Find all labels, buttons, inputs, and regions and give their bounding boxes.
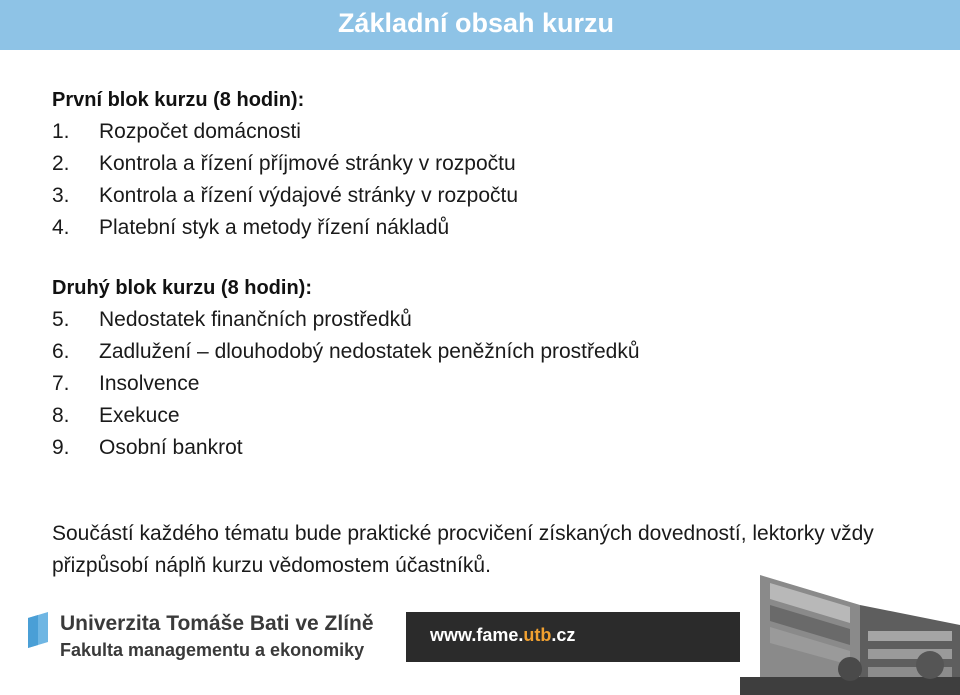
item-number: 6. [52, 340, 70, 363]
item-number: 1. [52, 120, 70, 143]
item-text: Osobní bankrot [99, 436, 243, 459]
block1-list [52, 116, 912, 244]
list-item [52, 368, 912, 400]
block2-heading: Druhý blok kurzu (8 hodin): [52, 277, 312, 299]
item-number: 8. [52, 404, 70, 427]
item-text: Insolvence [99, 372, 200, 395]
url-utb: utb [523, 625, 552, 645]
item-number: 7. [52, 372, 70, 395]
list-item [52, 180, 912, 212]
list-item [52, 212, 912, 244]
url-fame: fame. [476, 625, 524, 645]
item-text: Kontrola a řízení příjmové stránky v rozpočtu [99, 152, 516, 175]
block1-heading: První blok kurzu (8 hodin): [52, 89, 305, 111]
url-prefix: www. [430, 625, 477, 645]
university-logo-icon [26, 612, 50, 648]
item-text: Platební styk a metody řízení nákladů [99, 216, 450, 239]
item-text: Zadlužení – dlouhodobý nedostatek peněžních prostředků [99, 340, 640, 363]
page-title: Základní obsah kurzu [337, 8, 614, 38]
building-photo [740, 565, 960, 695]
item-text: Rozpočet domácnosti [99, 120, 301, 143]
website-link[interactable] [430, 625, 575, 646]
content-area [52, 84, 912, 464]
block2-list [52, 304, 912, 464]
course-note: Součástí každého tématu bude praktické procvičení získaných dovedností, lektorky vždy přizpůsobí náplň kurzu vědomostem účastníků. [52, 522, 874, 577]
item-number: 2. [52, 152, 70, 175]
item-text: Nedostatek finančních prostředků [99, 308, 412, 331]
item-number: 3. [52, 184, 70, 207]
faculty-name: Fakulta managementu a ekonomiky [60, 640, 365, 660]
list-item [52, 400, 912, 432]
list-item [52, 148, 912, 180]
item-number: 5. [52, 308, 70, 331]
list-item [52, 304, 912, 336]
url-suffix: .cz [551, 625, 576, 645]
item-text: Kontrola a řízení výdajové stránky v rozpočtu [99, 184, 519, 207]
list-item [52, 336, 912, 368]
list-item [52, 116, 912, 148]
item-text: Exekuce [99, 404, 180, 427]
item-number: 9. [52, 436, 70, 459]
university-name: Univerzita Tomáše Bati ve Zlíně [60, 612, 374, 635]
list-item [52, 432, 912, 464]
item-number: 4. [52, 216, 70, 239]
